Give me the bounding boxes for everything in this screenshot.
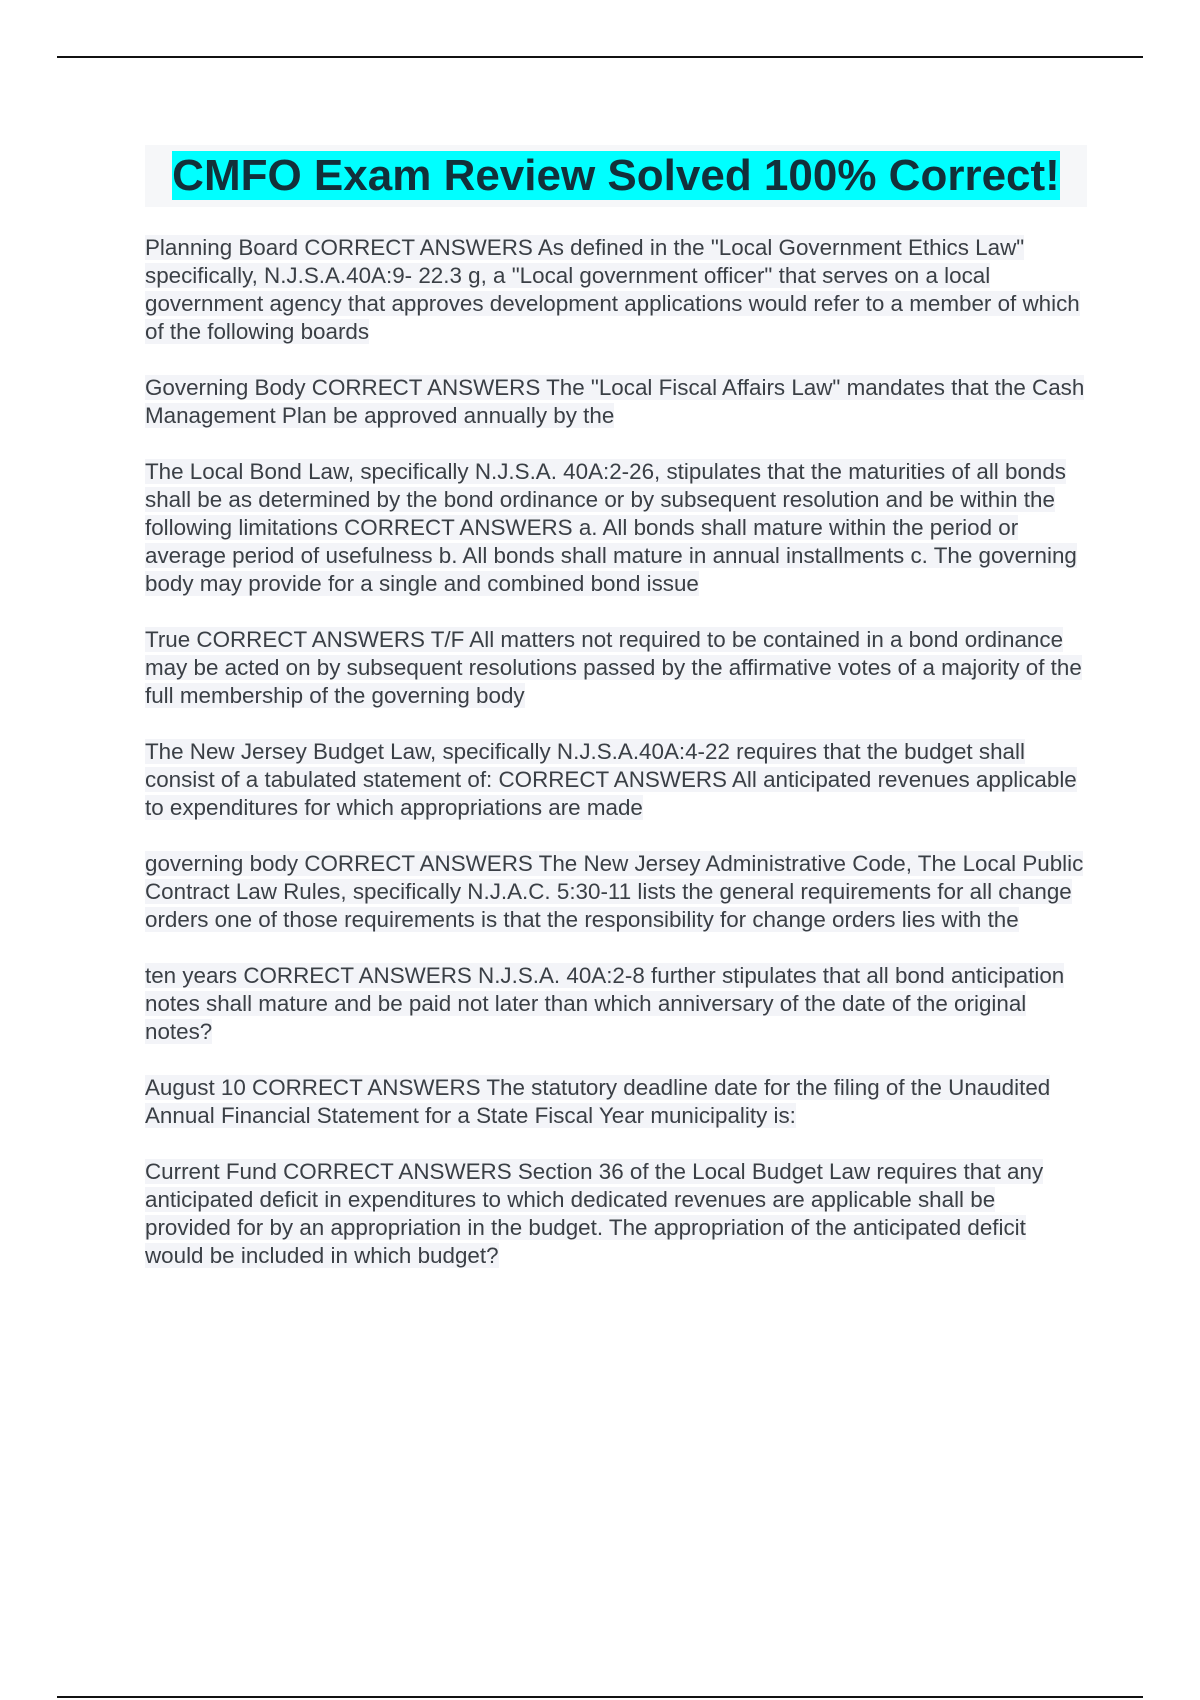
qa-entry-text: ten years CORRECT ANSWERS N.J.S.A. 40A:2-8 further stipulates that all bond anticipation notes shall mature and be paid not later than which anniversary of the date of the original notes?: [145, 963, 1065, 1044]
top-rule: [57, 56, 1143, 58]
qa-entry: [145, 738, 1087, 822]
document-body: [145, 145, 1087, 1270]
qa-entry-text: Planning Board CORRECT ANSWERS As defined in the "Local Government Ethics Law" specifically, N.J.S.A.40A:9- 22.3 g, a "Local government officer" that serves on a local government agency that approves development applications would refer to a member of which of the following boards: [145, 235, 1080, 344]
qa-entry-text: Current Fund CORRECT ANSWERS Section 36 of the Local Budget Law requires that any anticipated deficit in expenditures to which dedicated revenues are applicable shall be provided for by an appropriation in the budget. The appropriation of the anticipated deficit would be included in which budget?: [145, 1159, 1044, 1268]
qa-entry-text: True CORRECT ANSWERS T/F All matters not required to be contained in a bond ordinance may be acted on by subsequent resolutions passed by the affirmative votes of a majority of the full membership of the governing body: [145, 627, 1082, 708]
qa-entry-text: governing body CORRECT ANSWERS The New Jersey Administrative Code, The Local Public Contract Law Rules, specifically N.J.A.C. 5:30-11 lists the general requirements for all change orders one of those requirements is that the responsibility for change orders lies with the: [145, 851, 1084, 932]
qa-entry: [145, 458, 1087, 598]
qa-entry-text: Governing Body CORRECT ANSWERS The "Local Fiscal Affairs Law" mandates that the Cash Management Plan be approved annually by the: [145, 375, 1085, 428]
bottom-rule: [57, 1696, 1143, 1698]
qa-entry-text: The New Jersey Budget Law, specifically N.J.S.A.40A:4-22 requires that the budget shall consist of a tabulated statement of: CORRECT ANSWERS All anticipated revenues applicable to expenditures for which appropriations are made: [145, 739, 1077, 820]
qa-entry-text: The Local Bond Law, specifically N.J.S.A. 40A:2-26, stipulates that the maturities of all bonds shall be as determined by the bond ordinance or by subsequent resolution and be within the following limitations CORRECT ANSWERS a. All bonds shall mature within the period or average period of usefulness b. All bonds shall mature in annual installments c. The governing body may provide for a single and combined bond issue: [145, 459, 1077, 596]
qa-entry: [145, 234, 1087, 346]
document-title-text: CMFO Exam Review Solved 100% Correct!: [172, 151, 1060, 200]
qa-entry: [145, 962, 1087, 1046]
title-box: [145, 145, 1087, 207]
qa-entry: [145, 850, 1087, 934]
qa-entry: [145, 1074, 1087, 1130]
qa-entry: [145, 626, 1087, 710]
qa-entry: [145, 374, 1087, 430]
qa-entry-text: August 10 CORRECT ANSWERS The statutory deadline date for the filing of the Unaudited Annual Financial Statement for a State Fiscal Year municipality is:: [145, 1075, 1051, 1128]
document-title: [145, 147, 1087, 204]
qa-entry: [145, 1158, 1087, 1270]
